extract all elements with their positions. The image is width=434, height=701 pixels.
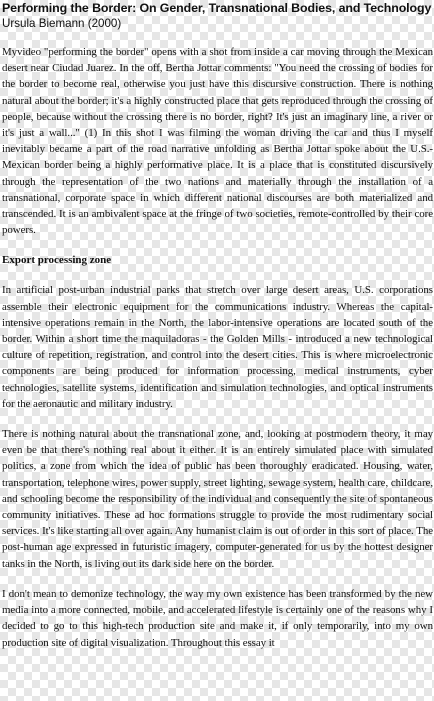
document-title: Performing the Border: On Gender, Transnational Bodies, and Technology [2, 1, 432, 15]
paragraph-export-zone: In artificial post-urban industrial parks that stretch over large desert areas, U.S. corporations assemble their electronic equipment for the communications industry. Whereas the capital- intensive operations remain in the North, the labor-intensive operations are located south of the border. Within a short time the maquiladoras - the Golden Mills - introduced a new technological culture of repetition, registration, and control into the desert cities. This is where microelectronic components are being produced for information processing, medical instruments, cyber technologies, satellite systems, identification and simulation technologies, and optical instruments for the aeronautic and military industry. [2, 284, 433, 410]
paragraph-transnational-zone: There is nothing natural about the transnational zone, and, looking at postmodern theory, it may even be that there's nothing real about it either. It is an entirely simulated place with simulated politics, a zone from which the idea of public has been thoroughly eradicated. Housing, water, transportation, telephone wires, power supply, street lighting, sewage system, health care, childcare, and schooling become the responsibility of the individual and consequently the site of spontaneous community initiatives. These ad hoc formations struggle to provide the most rudimentary social services. It's like starting all over again. Any humanist claim is out of order in this sort of place. The post-human age expressed in futuristic imagery, computer-generated for us by the hottest designer tanks in the North, is living out its dark side here on the border. [2, 428, 433, 570]
paragraph-technology: I don't mean to demonize technology, the way my own existence has been transformed by the new media into a more connected, mobile, and accelerated lifestyle is certainly one of the reasons why I decided to go to this high-tech production site and make it, if only temporarily, into my own production site of digital visualization. Throughout this essay it [2, 587, 433, 649]
section-heading: Export processing zone [2, 254, 112, 267]
document-author: Ursula Biemann (2000) [2, 17, 122, 30]
paragraph-intro: Myvideo "performing the border" opens with a shot from inside a car moving through the Mexican desert near Ciudad Juarez. In the off, Bertha Jottar comments: "You need the crossing of bodies for the border to become real, otherwise you just have this discursive construction. There is nothing natural about the border; it's a highly constructed place that gets reproduced through the crossing of people, because without the crossing there is no border, right? It's just an imaginary line, a river or it's just a wall..." (1) In this shot I was filming the woman driving the car and thus I myself inevitably became a part of the road narrative unfolding as Bertha Jottar spoke about the U.S.-Mexican border being a highly performative place. It is a place that is constituted discursively through the representation of the two nations and materially through the installation of a transnational, corporate space in which different national discourses are both materialized and transcended. It is an ambivalent space at the fringe of two societies, remote-controlled by their core powers. [2, 46, 433, 237]
paragraph-gap [2, 572, 433, 586]
paragraph-gap [2, 238, 433, 252]
paragraph-gap [2, 268, 433, 282]
paragraph-gap [2, 412, 433, 426]
